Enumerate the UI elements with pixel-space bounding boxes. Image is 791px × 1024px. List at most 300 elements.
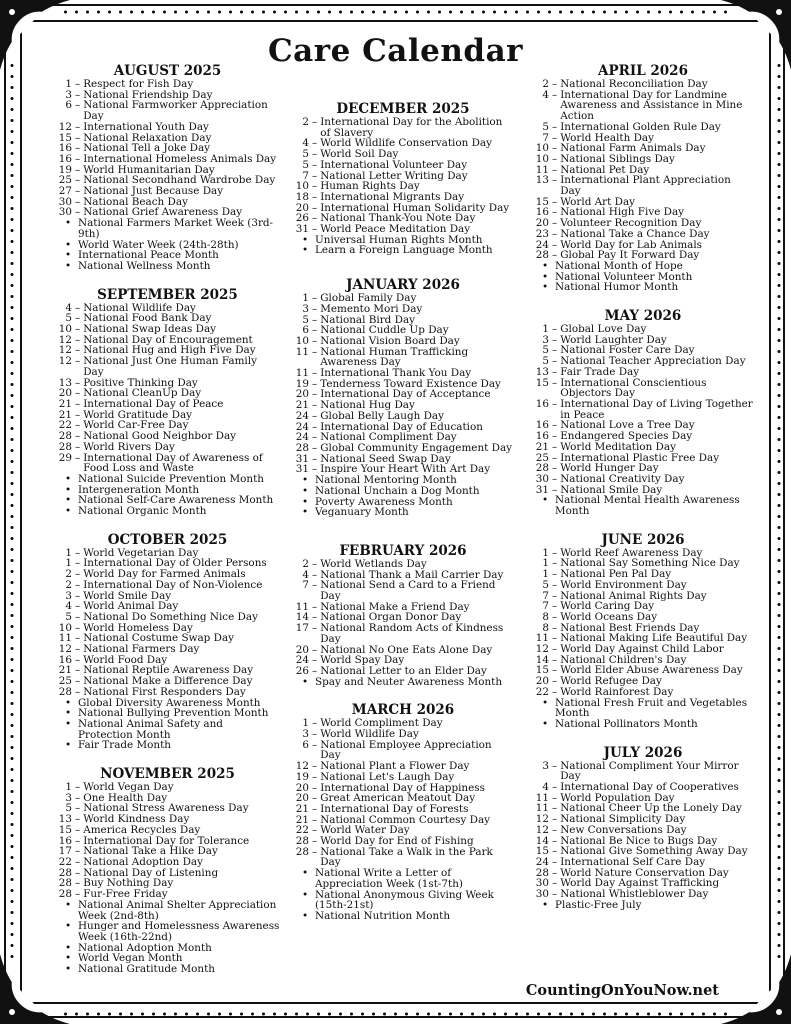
- dash-separator: –: [312, 579, 318, 592]
- day-event-name: National Organ Donor Day: [320, 611, 462, 624]
- day-number: 20: [295, 388, 309, 401]
- observance-name: National Organic Month: [78, 505, 207, 518]
- day-number: 10: [295, 334, 309, 347]
- observance-item: [292, 486, 514, 497]
- dash-separator: –: [75, 430, 81, 443]
- day-number: 25: [58, 174, 72, 187]
- day-number: 4: [65, 600, 72, 613]
- dash-separator: –: [75, 185, 81, 198]
- day-number: 28: [58, 888, 72, 901]
- observance-item: [292, 507, 514, 518]
- day-number: 11: [535, 163, 549, 176]
- day-number: 1: [65, 557, 72, 570]
- day-number: 22: [535, 685, 549, 698]
- day-number: 31: [295, 223, 309, 236]
- day-number: 7: [542, 589, 549, 602]
- day-number: 1: [542, 568, 549, 581]
- day-number: 6: [302, 324, 309, 337]
- day-event-name: World Meditation Day: [560, 440, 676, 453]
- day-number: 29: [58, 451, 72, 464]
- dash-separator: –: [312, 180, 318, 193]
- dash-separator: –: [75, 376, 81, 389]
- day-event-name: National Tell a Joke Day: [83, 142, 211, 155]
- dash-separator: –: [75, 546, 81, 559]
- dash-separator: –: [312, 845, 318, 858]
- column-3: [532, 64, 754, 927]
- month-heading: OCTOBER 2025: [107, 531, 228, 548]
- observance-item: [55, 261, 280, 272]
- day-number: 12: [535, 813, 549, 826]
- dash-separator: –: [552, 333, 558, 346]
- day-event-name: World Health Day: [560, 131, 654, 144]
- dash-separator: –: [552, 759, 558, 772]
- day-number: 5: [542, 578, 549, 591]
- bullet-icon: •: [302, 506, 309, 519]
- month-section: [532, 533, 754, 730]
- day-entry: [55, 453, 280, 474]
- day-event-name: World Kindness Day: [83, 813, 190, 826]
- day-number: 15: [535, 195, 549, 208]
- dash-separator: –: [312, 824, 318, 837]
- dash-separator: –: [552, 440, 558, 453]
- dash-separator: –: [552, 856, 558, 868]
- day-entry: [532, 399, 754, 420]
- day-entry: [55, 122, 280, 133]
- day-event-name: World Homeless Day: [83, 621, 193, 634]
- dash-separator: –: [312, 388, 318, 401]
- day-event-name: World Population Day: [560, 791, 675, 804]
- day-event-name: Memento Mori Day: [320, 302, 423, 315]
- dash-separator: –: [552, 365, 558, 378]
- day-event-name: World Food Day: [83, 653, 168, 666]
- month-heading: AUGUST 2025: [113, 63, 222, 79]
- dash-separator: –: [75, 99, 81, 112]
- day-number: 1: [302, 717, 309, 730]
- month-section: [292, 278, 514, 518]
- observance-item: [55, 474, 280, 485]
- dash-separator: –: [75, 419, 81, 432]
- dash-separator: –: [552, 355, 558, 368]
- dash-separator: –: [75, 152, 81, 165]
- day-entry: [532, 229, 754, 240]
- day-number: 28: [58, 866, 72, 879]
- dash-separator: –: [552, 131, 558, 144]
- day-number: 14: [535, 653, 549, 666]
- month-section: [292, 102, 514, 256]
- dash-separator: –: [312, 148, 318, 161]
- day-entry: [532, 122, 754, 133]
- dash-separator: –: [312, 452, 318, 465]
- dash-separator: –: [552, 675, 558, 688]
- day-number: 12: [535, 823, 549, 836]
- month-section: [55, 767, 280, 975]
- day-number: 5: [302, 148, 309, 161]
- observance-name: Intergeneration Month: [78, 483, 200, 496]
- day-number: 19: [58, 163, 72, 176]
- day-number: 28: [58, 685, 72, 698]
- bullet-icon: •: [302, 888, 309, 901]
- dash-separator: –: [552, 823, 558, 836]
- day-event-name: World Nature Conservation Day: [560, 866, 729, 879]
- day-number: 12: [58, 333, 72, 346]
- dash-separator: –: [75, 589, 81, 602]
- day-event-name: National Seed Swap Day: [320, 452, 451, 465]
- day-number: 5: [542, 355, 549, 368]
- dash-separator: –: [75, 355, 81, 368]
- day-event-name: International Day of Cooperatives: [560, 781, 739, 794]
- day-number: 30: [58, 206, 72, 219]
- observance-name: Fair Trade Month: [78, 739, 171, 752]
- bullet-icon: •: [65, 707, 72, 720]
- observance-name: National Write a Letter of Appreciation Week (1st-7th): [315, 867, 463, 890]
- day-number: 28: [58, 430, 72, 443]
- dash-separator: –: [552, 802, 558, 815]
- dash-separator: –: [552, 557, 558, 570]
- day-event-name: World Peace Meditation Day: [320, 223, 471, 236]
- day-event-name: International Self Care Day: [560, 856, 706, 868]
- month-section: [532, 309, 754, 517]
- dash-separator: –: [552, 238, 558, 251]
- day-event-name: National Foster Care Day: [560, 344, 695, 357]
- day-number: 16: [58, 834, 72, 847]
- day-event-name: Positive Thinking Day: [83, 376, 198, 389]
- day-number: 5: [65, 802, 72, 815]
- day-number: 30: [58, 195, 72, 208]
- dash-separator: –: [552, 472, 558, 485]
- dash-separator: –: [312, 158, 318, 171]
- observance-name: National Suicide Prevention Month: [78, 472, 264, 485]
- day-event-name: Fur-Free Friday: [83, 888, 168, 901]
- day-event-name: World Car-Free Day: [83, 419, 189, 432]
- dash-separator: –: [75, 195, 81, 208]
- dash-separator: –: [312, 557, 318, 570]
- day-number: 7: [542, 131, 549, 144]
- day-event-name: International Homeless Animals Day: [83, 152, 277, 165]
- day-event-name: National Say Something Nice Day: [560, 557, 740, 570]
- day-number: 31: [295, 463, 309, 476]
- day-event-name: National Pen Pal Day: [560, 568, 672, 581]
- day-event-name: World Animal Day: [83, 600, 179, 613]
- day-event-name: New Conversations Day: [560, 823, 687, 836]
- day-number: 12: [295, 760, 309, 773]
- month-heading: MARCH 2026: [351, 702, 455, 719]
- dash-separator: –: [312, 664, 318, 677]
- day-event-name: Volunteer Recognition Day: [560, 217, 702, 230]
- day-number: 16: [535, 397, 549, 410]
- observance-item: [292, 245, 514, 256]
- day-event-name: International Human Solidarity Day: [320, 201, 510, 214]
- day-event-name: National Hug Day: [320, 399, 415, 412]
- day-event-name: One Health Day: [83, 791, 168, 804]
- month-section: [292, 544, 514, 687]
- dash-separator: –: [75, 174, 81, 187]
- day-number: 12: [535, 643, 549, 656]
- day-number: 5: [542, 344, 549, 357]
- day-event-name: National Farm Animals Day: [560, 142, 706, 155]
- day-event-name: Endangered Species Day: [560, 430, 693, 443]
- dash-separator: –: [312, 781, 318, 794]
- dash-separator: –: [75, 781, 81, 794]
- observance-item: [532, 698, 754, 719]
- dotted-border-left: [10, 60, 14, 964]
- day-event-name: International Plastic Free Day: [560, 451, 720, 464]
- observance-name: National Volunteer Month: [555, 270, 693, 283]
- day-event-name: International Day for Tolerance: [83, 834, 250, 847]
- day-event-name: National Siblings Day: [560, 152, 675, 165]
- dash-separator: –: [312, 345, 318, 358]
- day-number: 21: [535, 440, 549, 453]
- month-section: [55, 288, 280, 517]
- dash-separator: –: [75, 312, 81, 325]
- corner-ornament-icon: [721, 954, 791, 1024]
- day-entry: [292, 740, 514, 761]
- day-number: 24: [535, 238, 549, 251]
- day-event-name: World Day Against Child Labor: [560, 643, 724, 656]
- dash-separator: –: [75, 610, 81, 623]
- day-number: 11: [535, 632, 549, 645]
- day-event-name: Buy Nothing Day: [83, 877, 174, 890]
- dash-separator: –: [75, 856, 81, 868]
- day-number: 24: [535, 856, 549, 868]
- day-event-name: World Wetlands Day: [320, 557, 427, 570]
- day-event-name: World Caring Day: [560, 600, 655, 613]
- dash-separator: –: [312, 431, 318, 444]
- day-entry: [532, 90, 754, 122]
- day-number: 21: [295, 802, 309, 815]
- month-heading: JULY 2026: [603, 744, 683, 761]
- dash-separator: –: [75, 653, 81, 666]
- day-event-name: National Do Something Nice Day: [83, 610, 258, 623]
- observance-name: National Mental Health Awareness Month: [555, 494, 740, 518]
- dash-separator: –: [552, 376, 558, 389]
- day-number: 5: [65, 610, 72, 623]
- day-event-name: National Love a Tree Day: [560, 419, 695, 432]
- dash-separator: –: [312, 760, 318, 773]
- month-section: [55, 533, 280, 751]
- day-entry: [532, 367, 754, 378]
- observance-name: Universal Human Rights Month: [315, 233, 483, 246]
- dash-separator: –: [552, 888, 558, 901]
- day-event-name: National Compliment Day: [320, 431, 457, 444]
- bullet-icon: •: [65, 505, 72, 518]
- day-event-name: National Make a Difference Day: [83, 675, 253, 688]
- observance-item: [55, 218, 280, 239]
- day-event-name: National Reconciliation Day: [560, 78, 708, 90]
- bullet-icon: •: [302, 474, 309, 487]
- dash-separator: –: [75, 344, 81, 357]
- observance-item: [532, 719, 754, 730]
- dash-separator: –: [312, 334, 318, 347]
- day-event-name: Respect for Fish Day: [83, 78, 194, 90]
- day-event-name: International Thank You Day: [320, 367, 472, 380]
- bullet-icon: •: [65, 898, 72, 911]
- day-event-name: World Vegetarian Day: [83, 546, 199, 559]
- observance-item: [55, 921, 280, 942]
- day-event-name: World Vegan Day: [83, 781, 174, 794]
- bullet-icon: •: [302, 495, 309, 508]
- dash-separator: –: [552, 430, 558, 443]
- observance-name: Global Diversity Awareness Month: [78, 696, 261, 709]
- day-event-name: National Employee Appreciation Day: [320, 738, 492, 762]
- observance-item: [55, 964, 280, 975]
- day-number: 11: [295, 367, 309, 380]
- dash-separator: –: [75, 621, 81, 634]
- dash-separator: –: [75, 568, 81, 581]
- day-entry: [532, 474, 754, 485]
- day-event-name: National Day of Listening: [83, 866, 219, 879]
- day-event-name: National CleanUp Day: [83, 387, 202, 400]
- day-event-name: National Give Something Away Day: [560, 845, 748, 858]
- dash-separator: –: [75, 131, 81, 144]
- dash-separator: –: [312, 116, 318, 128]
- observance-name: National Animal Shelter Appreciation Week (2nd-8th): [78, 898, 277, 922]
- day-event-name: International Day of Non-Violence: [83, 578, 263, 591]
- dash-separator: –: [552, 791, 558, 804]
- day-number: 15: [535, 664, 549, 677]
- dash-separator: –: [75, 834, 81, 847]
- observance-name: World Vegan Month: [78, 952, 183, 965]
- dash-separator: –: [552, 568, 558, 581]
- dash-separator: –: [75, 578, 81, 591]
- day-number: 4: [65, 301, 72, 314]
- dash-separator: –: [312, 441, 318, 454]
- day-event-name: National Random Acts of Kindness Day: [320, 622, 504, 645]
- dash-separator: –: [312, 835, 318, 848]
- day-event-name: National Reptile Awareness Day: [83, 664, 254, 677]
- dash-separator: –: [552, 152, 558, 165]
- day-event-name: World Soil Day: [320, 148, 399, 161]
- day-number: 4: [542, 88, 549, 101]
- day-number: 21: [58, 397, 72, 410]
- day-number: 31: [535, 483, 549, 496]
- dash-separator: –: [552, 845, 558, 858]
- day-number: 30: [535, 877, 549, 890]
- day-number: 2: [542, 78, 549, 90]
- day-number: 11: [535, 791, 549, 804]
- bullet-icon: •: [65, 952, 72, 965]
- day-event-name: World Art Day: [560, 195, 636, 208]
- day-event-name: International Volunteer Day: [320, 158, 468, 171]
- day-event-name: National Making Life Beautiful Day: [560, 632, 748, 645]
- observance-name: World Water Week (24th-28th): [78, 238, 239, 251]
- dash-separator: –: [552, 685, 558, 698]
- bullet-icon: •: [542, 717, 549, 730]
- day-event-name: International Day of Acceptance: [320, 388, 491, 401]
- day-event-name: Global Community Engagement Day: [320, 441, 513, 454]
- day-number: 19: [295, 377, 309, 390]
- day-number: 6: [302, 738, 309, 751]
- day-event-name: National Common Courtesy Day: [320, 813, 491, 826]
- month-heading: APRIL 2026: [598, 63, 688, 79]
- day-event-name: National Secondhand Wardrobe Day: [83, 174, 276, 187]
- bullet-icon: •: [302, 910, 309, 922]
- dash-separator: –: [312, 399, 318, 412]
- observance-name: National Animal Safety and Protection Month: [78, 717, 223, 741]
- day-number: 16: [535, 419, 549, 432]
- day-number: 23: [535, 227, 549, 240]
- bullet-icon: •: [65, 494, 72, 507]
- day-entry: [292, 117, 514, 138]
- dash-separator: –: [312, 643, 318, 656]
- day-number: 7: [302, 579, 309, 592]
- day-number: 8: [542, 621, 549, 634]
- day-entry: [532, 687, 754, 698]
- day-number: 3: [65, 791, 72, 804]
- day-event-name: National Thank a Mail Carrier Day: [320, 568, 504, 581]
- day-number: 15: [535, 845, 549, 858]
- day-event-name: National Teacher Appreciation Day: [560, 355, 746, 368]
- day-event-name: International Day of Happiness: [320, 781, 485, 794]
- dash-separator: –: [552, 120, 558, 133]
- day-event-name: World Smile Day: [83, 589, 172, 602]
- observance-name: National Pollinators Month: [555, 717, 698, 730]
- day-number: 20: [535, 675, 549, 688]
- dash-separator: –: [75, 600, 81, 613]
- day-entry: [55, 687, 280, 698]
- dash-separator: –: [75, 440, 81, 453]
- day-number: 28: [535, 866, 549, 879]
- day-event-name: National Take a Hike Day: [83, 845, 218, 858]
- day-number: 28: [58, 877, 72, 890]
- observance-item: [55, 900, 280, 921]
- dash-separator: –: [312, 137, 318, 150]
- day-number: 17: [295, 622, 309, 635]
- dash-separator: –: [75, 632, 81, 645]
- day-number: 26: [295, 664, 309, 677]
- day-number: 16: [58, 152, 72, 165]
- day-event-name: National Just Because Day: [83, 185, 224, 198]
- dash-separator: –: [312, 463, 318, 476]
- day-event-name: World Day for End of Fishing: [320, 835, 474, 848]
- observance-name: Plastic-Free July: [555, 898, 642, 911]
- day-event-name: World Reef Awareness Day: [560, 546, 703, 559]
- day-event-name: National Stress Awareness Day: [83, 802, 249, 815]
- dash-separator: –: [75, 791, 81, 804]
- day-entry: [55, 442, 280, 453]
- day-event-name: World Rainforest Day: [560, 685, 674, 698]
- day-event-name: National Be Nice to Bugs Day: [560, 834, 718, 847]
- dash-separator: –: [552, 643, 558, 656]
- day-entry: [292, 772, 514, 783]
- day-event-name: Global Belly Laugh Day: [320, 409, 444, 422]
- dash-separator: –: [552, 451, 558, 464]
- dash-separator: –: [552, 227, 558, 240]
- dash-separator: –: [75, 206, 81, 219]
- day-number: 12: [58, 120, 72, 133]
- dash-separator: –: [552, 483, 558, 496]
- day-number: 26: [295, 212, 309, 225]
- dash-separator: –: [312, 377, 318, 390]
- month-section: [532, 64, 754, 293]
- day-number: 16: [58, 142, 72, 155]
- dash-separator: –: [552, 78, 558, 90]
- day-event-name: National Farmworker Appreciation Day: [83, 99, 268, 123]
- day-event-name: National Swap Ideas Day: [83, 323, 217, 336]
- day-event-name: Global Pay It Forward Day: [560, 249, 700, 262]
- day-number: 28: [58, 440, 72, 453]
- observance-item: [532, 900, 754, 911]
- day-entry: [532, 580, 754, 591]
- month-section: [55, 64, 280, 272]
- dash-separator: –: [312, 770, 318, 783]
- bullet-icon: •: [65, 717, 72, 730]
- day-event-name: National Cheer Up the Lonely Day: [560, 802, 742, 815]
- day-number: 2: [302, 116, 309, 128]
- day-entry: [292, 304, 514, 315]
- day-event-name: World Wildlife Conservation Day: [320, 137, 492, 150]
- observance-item: [55, 740, 280, 751]
- day-number: 14: [295, 611, 309, 624]
